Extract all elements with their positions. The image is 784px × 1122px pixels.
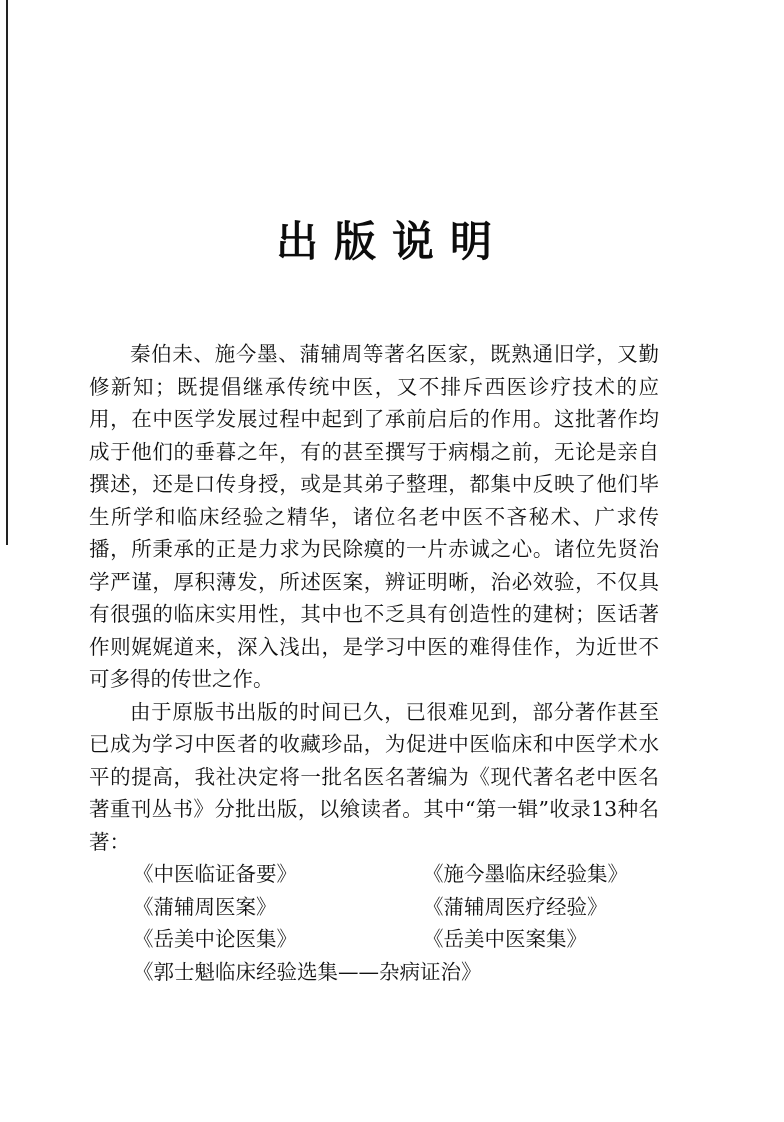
book-title: 《岳美中论医集》 — [133, 927, 297, 951]
book-list — [133, 858, 659, 956]
page-title: 出版说明 — [275, 217, 508, 267]
body-text — [89, 338, 659, 988]
book-title: 《蒲辅周医案》 — [133, 894, 277, 919]
book-title-last: 《郭士魁临床经验选集——杂病证治》 — [133, 959, 482, 984]
book-title: 《中医临证备要》 — [133, 862, 297, 886]
book-title: 《岳美中医案集》 — [423, 927, 587, 951]
page-edge-rule — [6, 0, 8, 545]
book-title: 《施今墨临床经验集》 — [423, 862, 628, 886]
book-title: 《蒲辅周医疗经验》 — [423, 894, 608, 919]
paragraph-intro: 秦伯未、施今墨、蒲辅周等著名医家，既熟通旧学，又勤修新知；既提倡继承传统中医，又不排斥西医诊疗技术的应用，在中医学发展过程中起到了承前启后的作用。这批著作均成于他们的垂暮之年，有的甚至撰写于病榻之前，无论是亲自撰述，还是口传身授，或是其弟子整理，都集中反映了他们毕生所学和临床经验之精华，诸位名老中医不吝秘术、广求传播，所秉承的正是力求为民除瘼的一片赤诚之心。诸位先贤治学严谨，厚积薄发，所述医案，辨证明晰，治必效验，不仅具有很强的临床实用性，其中也不乏具有创造性的建树；医话著作则娓娓道来，深入浅出，是学习中医的难得佳作，为近世不可多得的传世之作。 — [89, 342, 659, 691]
paragraph-series: 由于原版书出版的时间已久，已很难见到，部分著作甚至已成为学习中医者的收藏珍品，为促进中医临床和中医学术水平的提高，我社决定将一批名医名著编为《现代著名老中医名著重刊丛书》分批出版，以飨读者。其中“第一辑”收录13种名著： — [89, 699, 659, 854]
